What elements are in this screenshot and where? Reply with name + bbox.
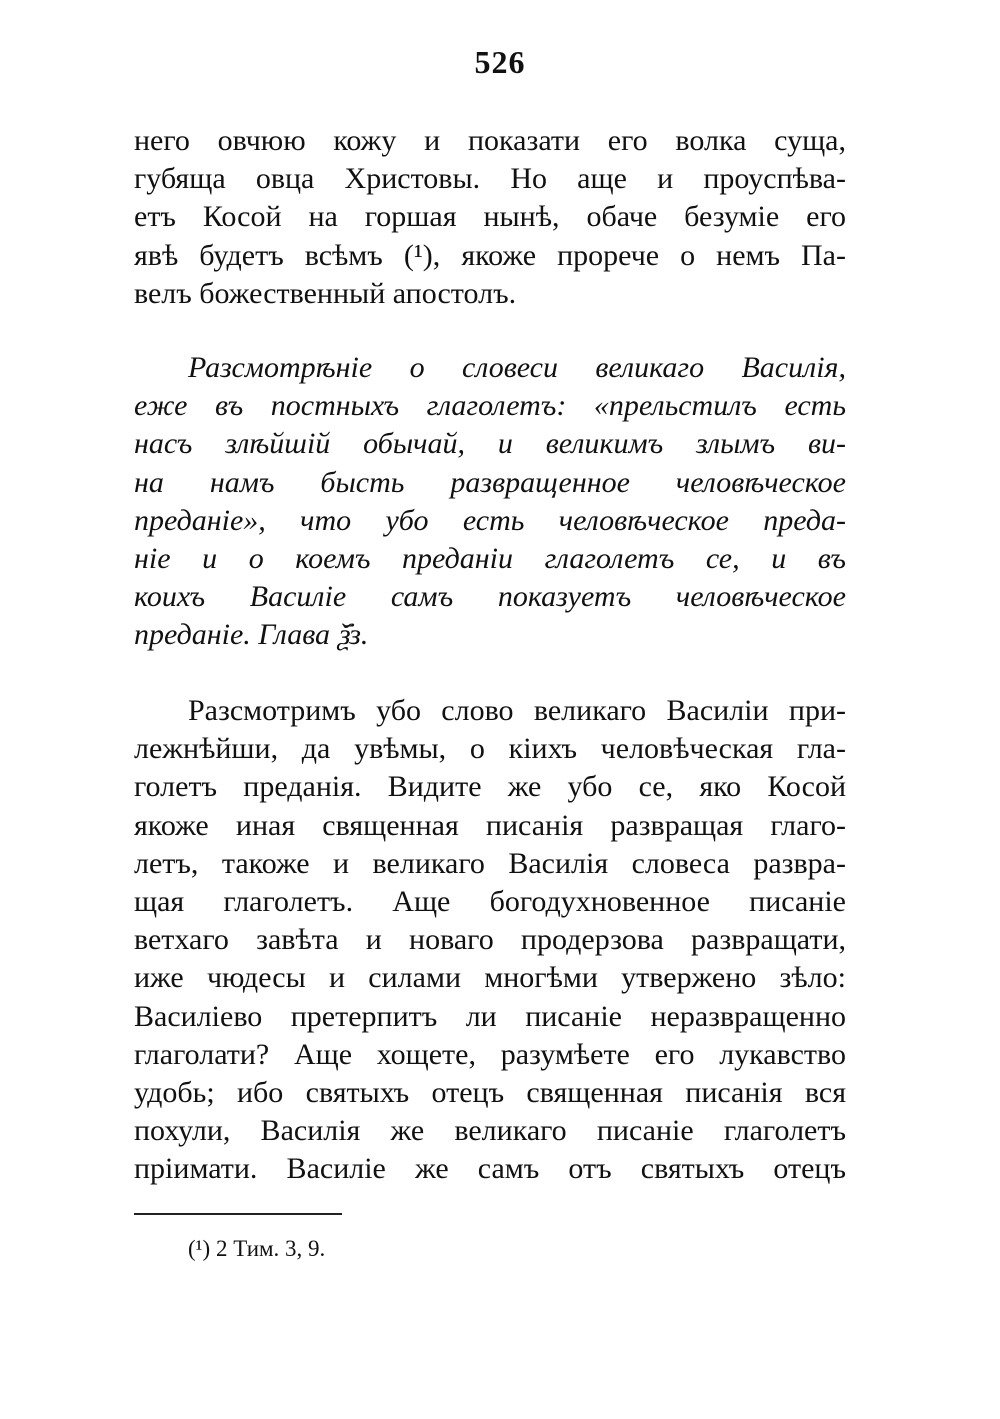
text-line: лежнѣйши, да увѣмы, о кіихъ человѣческая гла- [134, 732, 846, 766]
text-line: летъ, такоже и великаго Василія словеса развра- [134, 846, 846, 880]
intro-paragraph [134, 122, 846, 313]
text-line: ветхаго завѣта и новаго продерзова развращати, [134, 923, 846, 957]
heading-line: Разсмотрѣніе о словеси великаго Василія, [188, 351, 846, 384]
footnote-divider [134, 1213, 342, 1215]
text-line: иже чюдесы и силами многѣми утвержено зѣло: [134, 961, 846, 995]
text-line: удобь; ибо святыхъ отецъ священная писанія вся [134, 1075, 846, 1109]
heading-line: ніе и о коемъ преданіи глаголетъ се, и въ [134, 541, 846, 575]
chapter-heading [134, 349, 846, 655]
text-line: него овчюю кожу и показати его волка суща, [134, 124, 846, 157]
text-line: етъ Косой на горшая нынѣ, обаче безуміе его [134, 200, 846, 234]
text-line: губяща овца Христовы. Но аще и проуспѣва- [134, 162, 846, 196]
text-line: велъ божественный апостолъ. [134, 276, 517, 310]
text-line: щая глаголетъ. Аще богодухновенное писаніе [134, 884, 846, 918]
footnote: (¹) 2 Тим. 3, 9. [188, 1236, 326, 1261]
heading-line: насъ злѣйшій обычай, и великимъ злымъ ви- [134, 427, 846, 461]
text-line: пріимати. Василіе же самъ отъ святыхъ отецъ [134, 1152, 846, 1186]
text-line: похули, Василія же великаго писаніе глаголетъ [134, 1114, 846, 1148]
heading-line: преданіе. Глава ѯ҃з. [134, 618, 369, 652]
text-line: голетъ преданія. Видите же убо се, яко Косой [134, 770, 846, 804]
body-paragraph [134, 692, 846, 1188]
text-line: явѣ будетъ всѣмъ (¹), якоже прорече о немъ Па- [134, 238, 846, 272]
text-line: Разсмотримъ убо слово великаго Василіи при- [188, 694, 846, 727]
text-line: глаголати? Аще хощете, разумѣете его лукавство [134, 1037, 846, 1071]
text-line: якоже иная священная писанія развращая глаго- [134, 808, 846, 842]
heading-line: на намъ бысть развращенное человѣческое [134, 465, 846, 499]
page-number: 526 [474, 44, 526, 80]
heading-line: преданіе», что убо есть человѣческое преда- [134, 503, 846, 537]
heading-line: коихъ Василіе самъ показуетъ человѣческое [134, 580, 846, 614]
text-line: Василіево претерпитъ ли писаніе неразвращенно [134, 999, 846, 1033]
heading-line: еже въ постныхъ глаголетъ: «прельстилъ есть [134, 389, 846, 423]
